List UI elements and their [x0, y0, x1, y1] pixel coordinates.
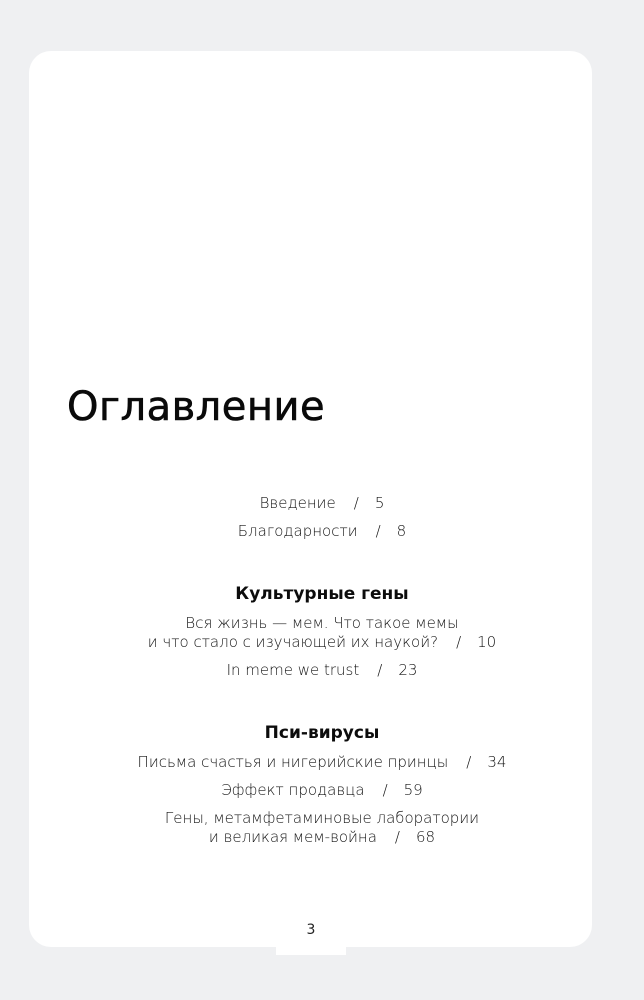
page-number: 3 [306, 922, 316, 938]
page-title: Оглавление [67, 384, 326, 430]
toc-entry-label: Гены, метамфетаминовые лаборатории [164, 809, 480, 827]
toc-entry-label: Письма счастья и нигерийские принцы [137, 753, 449, 771]
toc-separator: / [394, 828, 400, 846]
toc-entry [0, 661, 644, 680]
toc-section-heading: Пси-вирусы [264, 723, 380, 743]
toc-entry-line [0, 828, 644, 847]
toc-entry-page: 5 [374, 494, 385, 512]
toc-entry-label: Эффект продавца [221, 781, 365, 799]
toc-entry-line [0, 809, 644, 828]
toc-separator: / [456, 633, 462, 651]
toc-entry-page: 23 [398, 661, 418, 679]
toc-entry-acknowledgements [0, 522, 644, 541]
toc-entry-page: 8 [396, 522, 407, 540]
toc-entry-label: Благодарности [237, 522, 358, 540]
toc-entry [0, 753, 644, 772]
toc-entry-line [0, 633, 644, 652]
toc-entry-page: 68 [415, 828, 436, 846]
toc-separator: / [353, 494, 359, 512]
toc-entry-label: Введение [259, 494, 336, 512]
toc-separator: / [466, 753, 472, 771]
toc-section-heading: Культурные гены [235, 584, 409, 604]
toc-separator: / [375, 522, 381, 540]
toc-entry-intro [0, 494, 644, 513]
toc-entry-label: In meme we trust [226, 661, 360, 679]
toc-entry-label: Вся жизнь — мем. Что такое мемы [185, 614, 459, 632]
toc-separator: / [377, 661, 383, 679]
toc-entry-page: 34 [487, 753, 507, 771]
toc-entry-label: и что стало с изучающей их наукой? [147, 633, 439, 651]
toc-entry-page: 10 [477, 633, 497, 651]
toc-entry-line [0, 614, 644, 633]
toc-entry-label: и великая мем-война [208, 828, 377, 846]
toc-entry [0, 781, 644, 800]
toc-separator: / [382, 781, 388, 799]
toc-entry-page: 59 [403, 781, 423, 799]
